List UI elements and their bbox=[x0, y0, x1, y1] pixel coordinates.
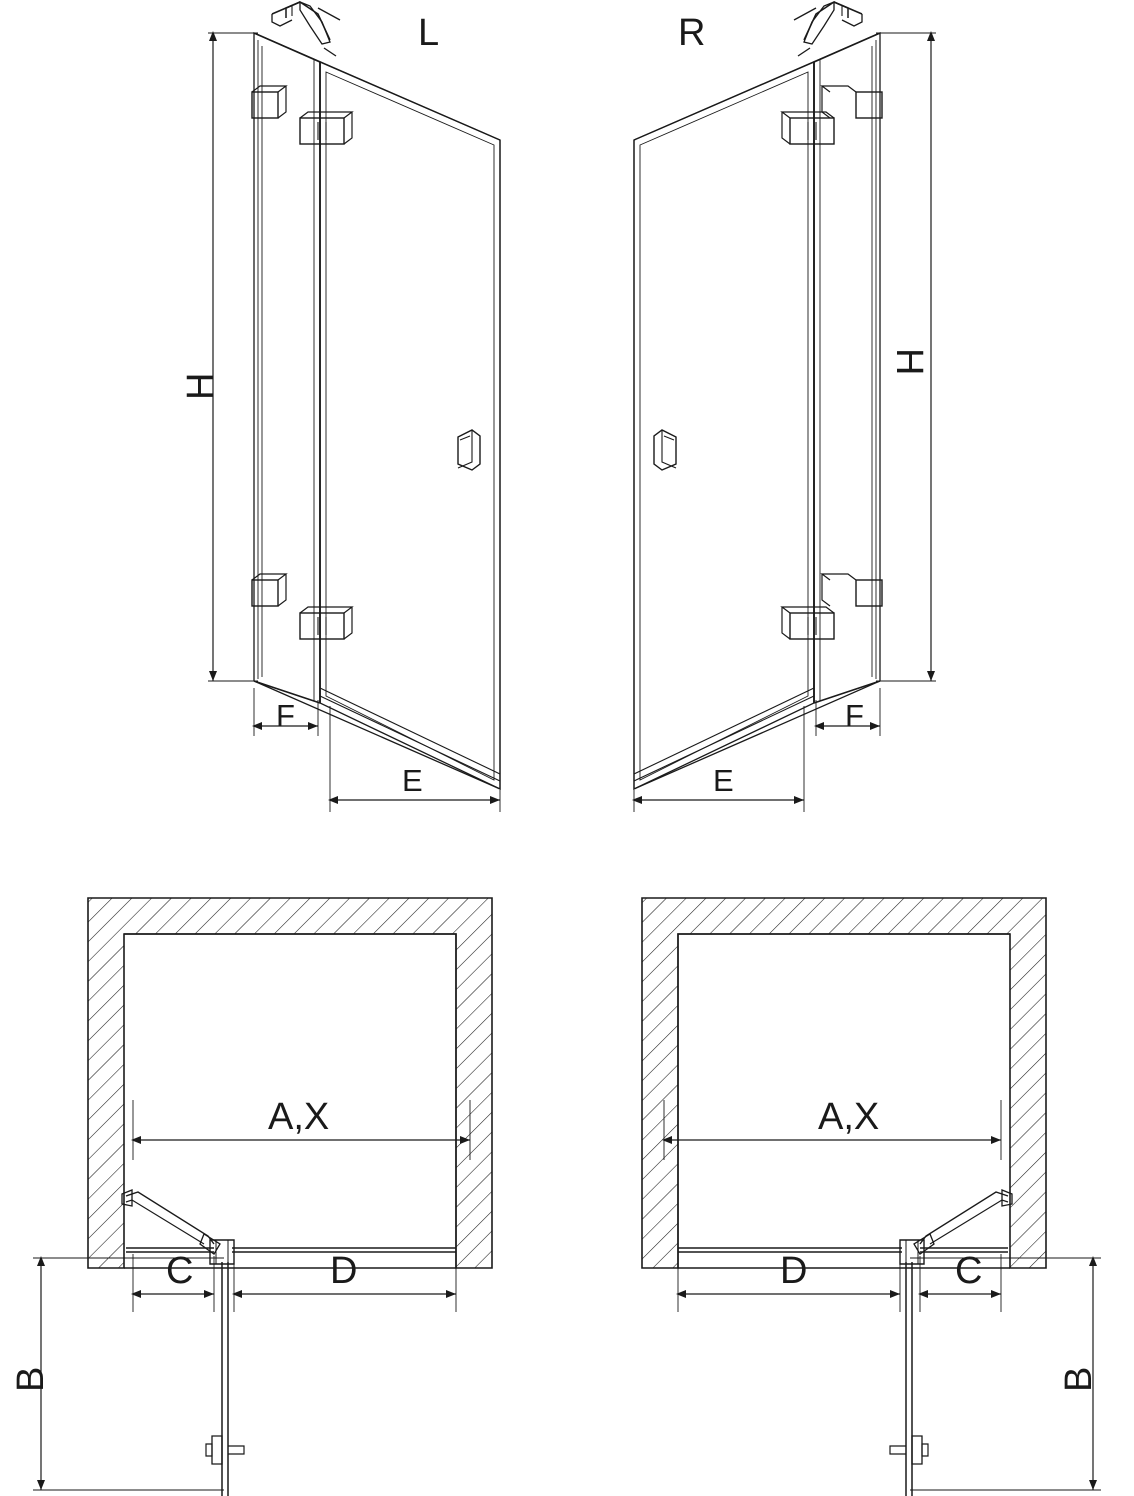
plan-view-left-geometry bbox=[33, 898, 492, 1496]
dimension-label-f-left: F bbox=[276, 698, 295, 733]
view-label-right: R bbox=[678, 12, 706, 54]
view-label-left: L bbox=[418, 12, 440, 54]
plan-view-right-geometry bbox=[642, 898, 1101, 1496]
dimension-label-d-left: D bbox=[330, 1250, 358, 1292]
dimension-label-h-right: H bbox=[888, 348, 930, 376]
dimension-label-b-left: B bbox=[10, 1366, 52, 1392]
dimension-label-e-right: E bbox=[713, 763, 734, 798]
dimension-label-e-left: E bbox=[402, 763, 423, 798]
iso-view-left-geometry bbox=[208, 2, 500, 812]
dimension-label-f-right: F bbox=[845, 698, 864, 733]
dimension-label-h-left: H bbox=[180, 372, 222, 400]
dimension-label-c-right: C bbox=[955, 1250, 983, 1292]
dimension-label-b-right: B bbox=[1058, 1366, 1100, 1392]
dimension-label-d-right: D bbox=[780, 1250, 808, 1292]
dimension-label-c-left: C bbox=[166, 1250, 194, 1292]
dimension-label-ax-left: A,X bbox=[268, 1096, 330, 1138]
iso-view-right-geometry bbox=[634, 2, 936, 812]
dimension-label-ax-right: A,X bbox=[818, 1096, 880, 1138]
